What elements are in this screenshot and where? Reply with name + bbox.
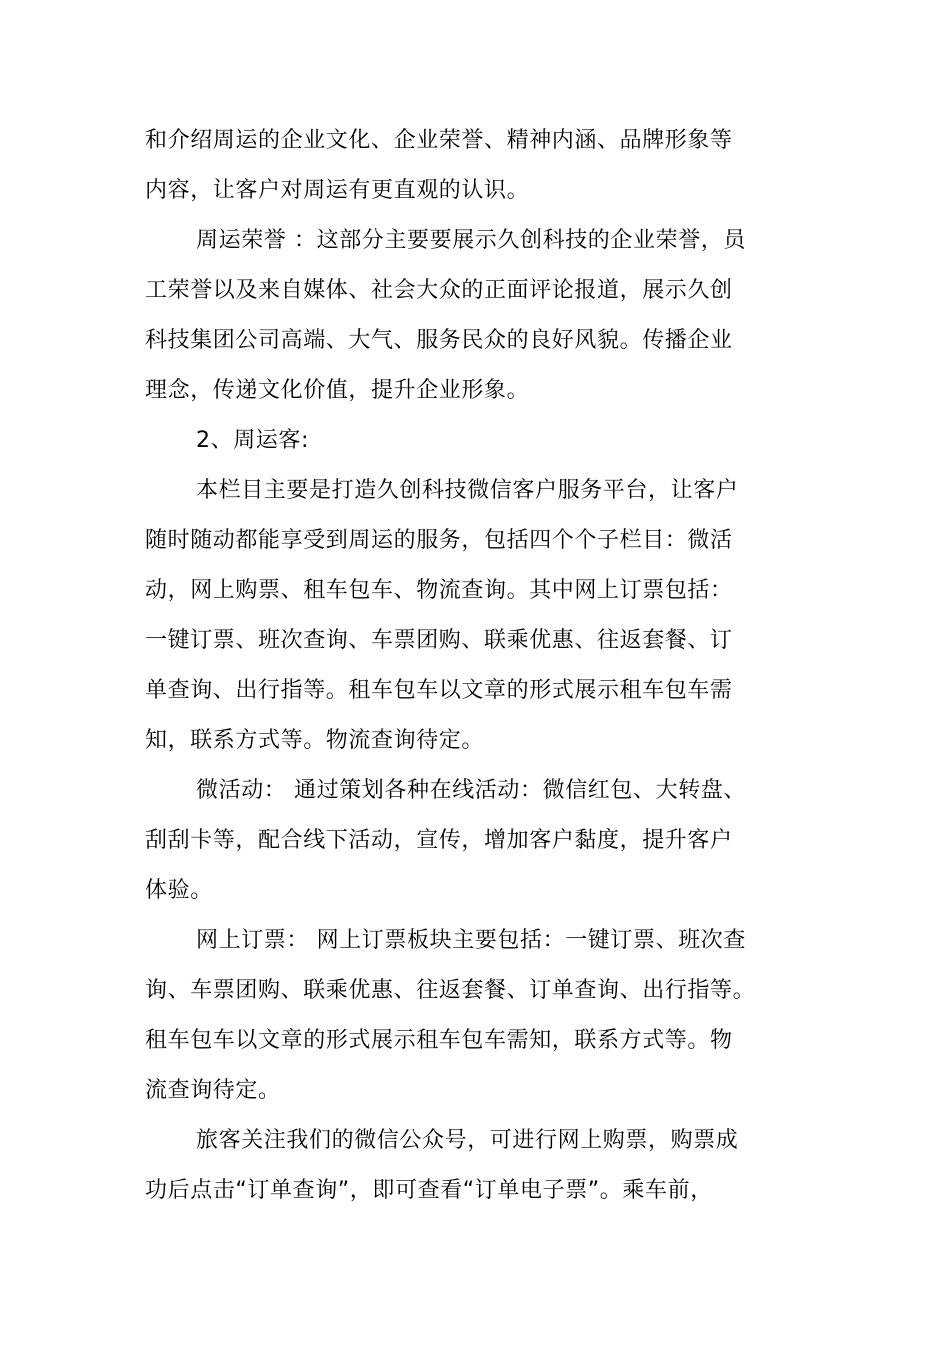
text-line: 询、车票团购、联乘优惠、往返套餐、订单查询、出行指等。 xyxy=(145,978,756,1003)
paragraph-first-line: 本栏目主要是打造久创科技微信客户服务平台，让客户 xyxy=(196,478,739,503)
paragraph-first-line: 旅客关注我们的微信公众号，可进行网上购票，购票成 xyxy=(196,1128,739,1153)
text-line: 租车包车以文章的形式展示租车包车需知，联系方式等。物 xyxy=(145,1028,733,1053)
section-heading: 2、周运客: xyxy=(196,428,310,453)
text-line: 功后点击“订单查询”，即可查看“订单电子票”。乘车前， xyxy=(145,1178,713,1203)
text-line: 流查询待定。 xyxy=(145,1078,281,1103)
text-line: 和介绍周运的企业文化、企业荣誉、精神内涵、品牌形象等 xyxy=(145,128,733,153)
text-line: 内容，让客户对周运有更直观的认识。 xyxy=(145,178,530,203)
text-line: 动，网上购票、租车包车、物流查询。其中网上订票包括： xyxy=(145,578,733,603)
text-line: 随时随动都能享受到周运的服务，包括四个个子栏目：微活 xyxy=(145,528,733,553)
text-line: 单查询、出行指等。租车包车以文章的形式展示租车包车需 xyxy=(145,678,733,703)
paragraph-first-line: 网上订票： 网上订票板块主要包括：一键订票、班次查 xyxy=(196,928,746,953)
text-line: 知，联系方式等。物流查询待定。 xyxy=(145,728,485,753)
text-line: 体验。 xyxy=(145,878,213,903)
text-line: 一键订票、班次查询、车票团购、联乘优惠、往返套餐、订 xyxy=(145,628,733,653)
text-line: 理念，传递文化价值，提升企业形象。 xyxy=(145,378,530,403)
text-line: 刮刮卡等，配合线下活动，宣传，增加客户黏度，提升客户 xyxy=(145,828,733,853)
text-line: 科技集团公司高端、大气、服务民众的良好风貌。传播企业 xyxy=(145,328,733,353)
paragraph-first-line: 周运荣誉 ：这部分主要要展示久创科技的企业荣誉，员 xyxy=(196,228,746,253)
text-line: 工荣誉以及来自媒体、社会大众的正面评论报道，展示久创 xyxy=(145,278,733,303)
paragraph-first-line: 微活动： 通过策划各种在线活动：微信红包、大转盘、 xyxy=(196,778,746,803)
